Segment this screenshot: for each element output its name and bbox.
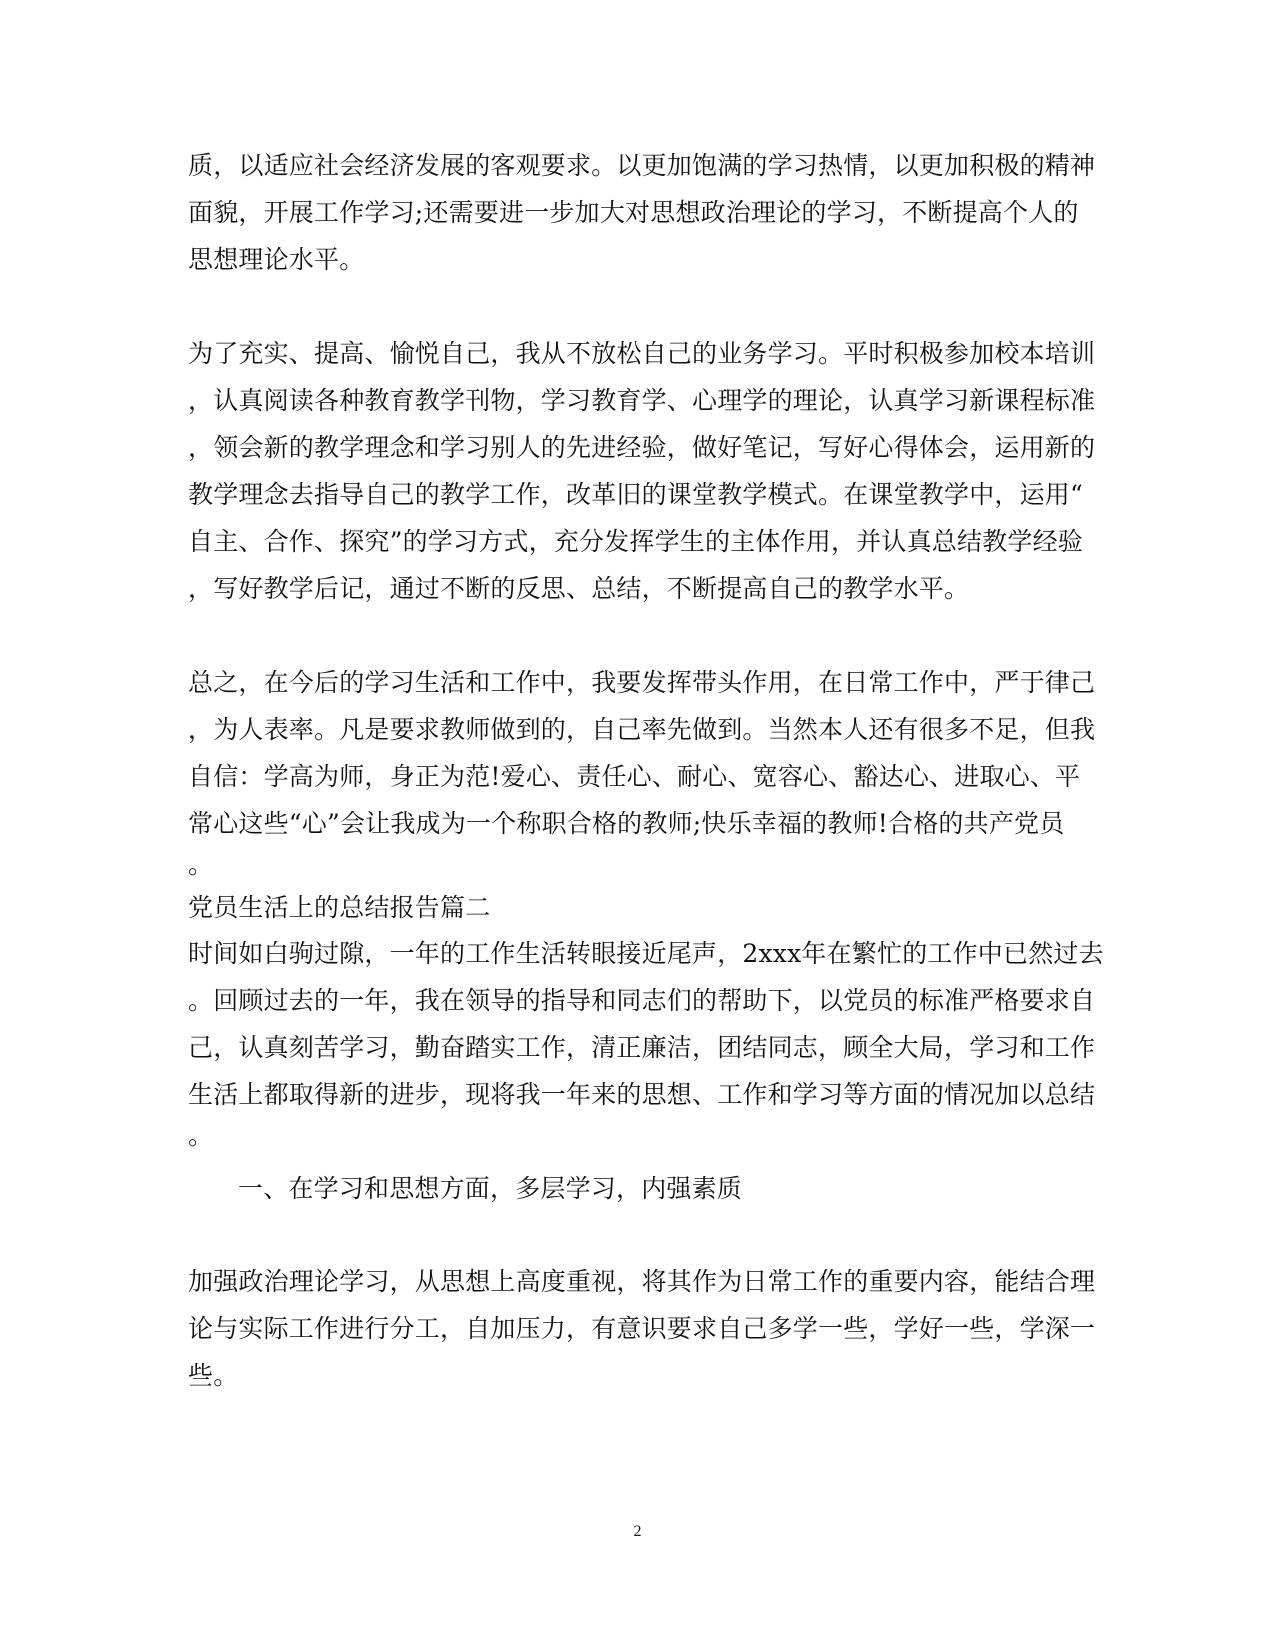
text-line: 时间如白驹过隙，一年的工作生活转眼接近尾声，2xxx年在繁忙的工作中已然过去 <box>188 939 1104 968</box>
page-number: 2 <box>633 1523 642 1540</box>
text-line: ，为人表率。凡是要求教师做到的，自己率先做到。当然本人还有很多不足，但我 <box>188 715 1096 744</box>
text-line: 己，认真刻苦学习，勤奋踏实工作，清正廉洁，团结同志，顾全大局，学习和工作 <box>188 1033 1096 1062</box>
text-line: 。回顾过去的一年，我在领导的指导和同志们的帮助下，以党员的标准严格要求自 <box>188 986 1096 1015</box>
text-line: 教学理念去指导自己的教学工作，改革旧的课堂教学模式。在课堂教学中，运用“ <box>188 480 1083 509</box>
text-line: 常心这些“心”会让我成为一个称职合格的教师;快乐幸福的教师!合格的共产党员 <box>188 809 1065 838</box>
text-line: 论与实际工作进行分工，自加压力，有意识要求自己多学一些，学好一些，学深一 <box>188 1314 1096 1343</box>
text-line: 自信：学高为师，身正为范!爱心、责任心、耐心、宽容心、豁达心、进取心、平 <box>188 762 1081 791</box>
text-line: 总之，在今后的学习生活和工作中，我要发挥带头作用，在日常工作中，严于律己 <box>188 668 1096 697</box>
text-line: ，写好教学后记，通过不断的反思、总结，不断提高自己的教学水平。 <box>188 574 970 603</box>
text-line: 自主、合作、探究”的学习方式，充分发挥学生的主体作用，并认真总结教学经验 <box>188 527 1083 556</box>
text-line: 思想理论水平。 <box>188 245 365 274</box>
text-line: 些。 <box>188 1361 239 1390</box>
subsection-heading: 一、在学习和思想方面，多层学习，内强素质 <box>238 1174 743 1203</box>
text-line: 加强政治理论学习，从思想上高度重视，将其作为日常工作的重要内容，能结合理 <box>188 1267 1096 1296</box>
text-line: 面貌，开展工作学习;还需要进一步加大对思想政治理论的学习，不断提高个人的 <box>188 198 1079 227</box>
text-line: 。 <box>188 850 214 879</box>
section-heading: 党员生活上的总结报告篇二 <box>188 893 491 922</box>
text-line: ，领会新的教学理念和学习别人的先进经验，做好笔记，写好心得体会，运用新的 <box>188 433 1096 462</box>
text-line: 生活上都取得新的进步，现将我一年来的思想、工作和学习等方面的情况加以总结 <box>188 1080 1096 1109</box>
text-line: 。 <box>188 1121 214 1150</box>
text-line: ，认真阅读各种教育教学刊物，学习教育学、心理学的理论，认真学习新课程标准 <box>188 386 1096 415</box>
text-line: 为了充实、提高、愉悦自己，我从不放松自己的业务学习。平时积极参加校本培训 <box>188 339 1096 368</box>
text-line: 质，以适应社会经济发展的客观要求。以更加饱满的学习热情，以更加积极的精神 <box>188 151 1096 180</box>
